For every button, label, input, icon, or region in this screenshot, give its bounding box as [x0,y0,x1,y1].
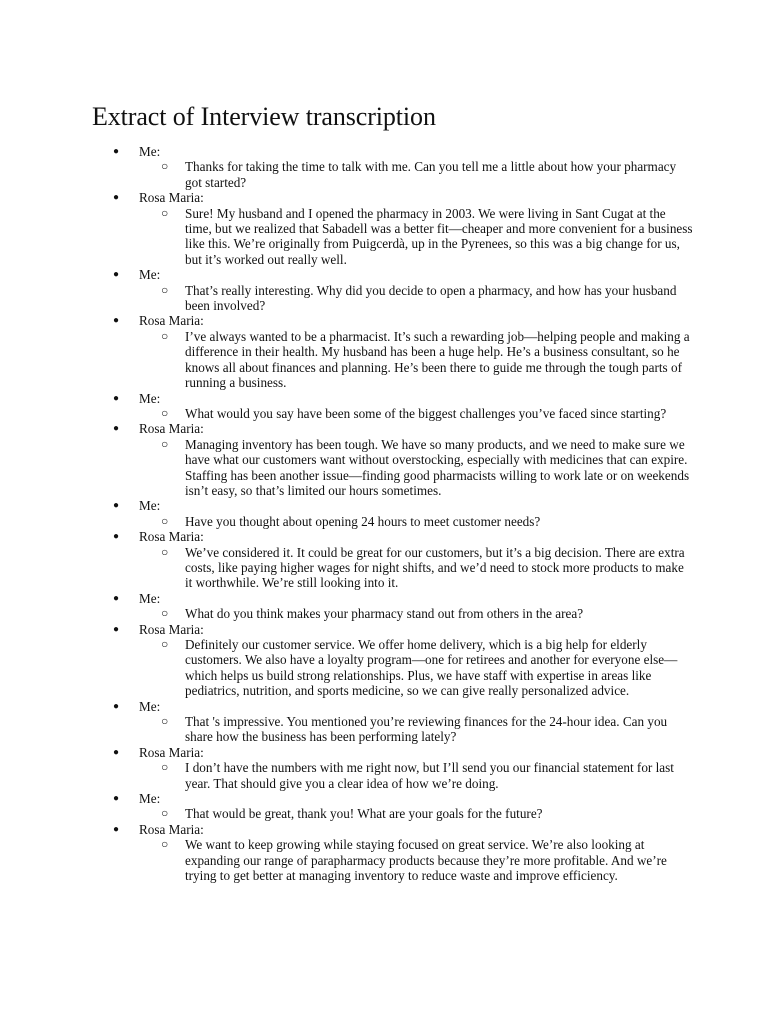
bullet-icon: ● [113,823,120,835]
sub-bullet-icon: ○ [161,436,169,451]
utterance [113,406,693,421]
bullet-icon: ● [113,146,120,157]
utterance [113,606,693,621]
utterance [113,837,693,883]
sub-bullet-icon: ○ [161,205,169,220]
sub-bullet-icon: ○ [161,837,169,852]
transcript-turn [113,529,693,591]
sub-bullet-icon: ○ [161,159,169,174]
utterance [113,714,693,745]
utterance [113,806,693,821]
utterance-text: Managing inventory has been tough. We have so many products, and we need to make sure we have what our customers want without overstocking, especially with medicines that can expire. Staffing has been another issue—finding good pharmacists willing to work late or on weekends isn’t easy, so that’s limited our hours sometimes. [185,436,690,498]
speaker-label: Rosa Maria: [139,190,204,206]
speaker-label: Rosa Maria: [139,313,204,329]
utterance-text: What would you say have been some of the biggest challenges you’ve faced since starting? [185,405,667,421]
transcript-turn [113,745,693,791]
transcript-turn [113,421,693,498]
utterance-text: We want to keep growing while staying focused on great service. We’re also looking at expanding our range of parapharmacy products because they’re more profitable. And we’re trying to get better at managing inventory to reduce waste and improve efficiency. [185,837,667,884]
speaker-label: Me: [139,791,161,807]
utterance-text: I don’t have the numbers with me right now, but I’ll send you our financial statement for last year. That should give you a clear idea of how we’re doing. [185,760,674,791]
transcript-turn [113,313,693,390]
utterance-text: That 's impressive. You mentioned you’re reviewing finances for the 24-hour idea. Can you share how the business has been performing lately? [185,714,668,745]
utterance-text: Definitely our customer service. We offer home delivery, which is a big help for elderly customers. We also have a loyalty program—one for retirees and another for everyone else—which helps us build strong relationships. Plus, we have staff with expertise in areas like pediatrics, nutrition, and sports medicine, so we can give really personalized advice. [185,637,678,699]
bullet-icon: ● [113,500,120,512]
transcript-turn [113,591,693,622]
sub-bullet-icon: ○ [161,760,169,775]
utterance-text: I’ve always wanted to be a pharmacist. It’s such a rewarding job—helping people and making a difference in their health. My husband has been a huge help. He’s a business consultant, so he knows all about finances and planning. He’s been there to guide me through the tough parts of running a business. [185,328,690,391]
utterance-text: That would be great, thank you! What are your goals for the future? [185,806,543,822]
utterance-text: Have you thought about opening 24 hours to meet customer needs? [185,513,541,529]
utterance [113,283,693,314]
transcript-turn [113,267,693,313]
speaker-label: Me: [139,267,161,283]
bullet-icon: ● [113,423,120,435]
utterance-text: Thanks for taking the time to talk with me. Can you tell me a little about how your pharmacy got started? [185,159,677,190]
sub-bullet-icon: ○ [161,714,169,729]
utterance [113,545,693,591]
utterance [113,206,693,268]
speaker-label: Me: [139,590,161,606]
utterance [113,760,693,791]
speaker-label: Rosa Maria: [139,421,204,437]
bullet-icon: ● [113,623,120,635]
bullet-icon: ● [113,700,120,712]
transcript-turn [113,144,693,190]
sub-bullet-icon: ○ [161,513,169,528]
transcript-turn [113,498,693,529]
transcript-turn [113,622,693,699]
utterance [113,159,693,190]
sub-bullet-icon: ○ [161,544,169,559]
sub-bullet-icon: ○ [161,328,169,343]
page-title: Extract of Interview transcription [92,102,436,131]
sub-bullet-icon: ○ [161,282,169,297]
speaker-label: Rosa Maria: [139,744,204,760]
utterance-text: What do you think makes your pharmacy stand out from others in the area? [185,606,584,622]
utterance [113,514,693,529]
speaker-label: Rosa Maria: [139,821,204,837]
speaker-label: Me: [139,498,161,514]
speaker-label: Rosa Maria: [139,621,204,637]
transcript-list [113,144,693,884]
bullet-icon: ● [113,269,120,281]
utterance-text: We’ve considered it. It could be great for our customers, but it’s a big decision. There are extra costs, like paying higher wages for night shifts, and we’d need to stock more products to make it worthwhile. We’re still looking into it. [185,544,685,591]
sub-bullet-icon: ○ [161,637,169,651]
utterance-text: That’s really interesting. Why did you decide to open a pharmacy, and how has your husband been involved? [185,282,677,314]
speaker-label: Me: [139,698,161,714]
utterance-text: Sure! My husband and I opened the pharmacy in 2003. We were living in Sant Cugat at the time, but we realized that Sabadell was a better fit—cheaper and more convenient for a business like this. We’re originally from Puigcerdà, up in the Pyrenees, so this was a big change for us, but it’s worked out really well. [185,205,693,267]
utterance [113,637,693,699]
transcript-turn [113,791,693,822]
transcript-turn [113,699,693,745]
bullet-icon: ● [113,192,120,204]
transcript-turn [113,190,693,267]
speaker-label: Me: [139,144,161,159]
sub-bullet-icon: ○ [161,806,169,821]
transcript-turn [113,822,693,884]
bullet-icon: ● [113,592,120,604]
bullet-icon: ● [113,746,120,758]
bullet-icon: ● [113,392,120,404]
speaker-label: Me: [139,390,161,406]
sub-bullet-icon: ○ [161,405,169,420]
utterance [113,329,693,391]
utterance [113,437,693,499]
bullet-icon: ● [113,531,120,543]
bullet-icon: ● [113,793,120,805]
transcript-turn [113,391,693,422]
sub-bullet-icon: ○ [161,606,169,621]
bullet-icon: ● [113,315,120,327]
speaker-label: Rosa Maria: [139,529,204,545]
